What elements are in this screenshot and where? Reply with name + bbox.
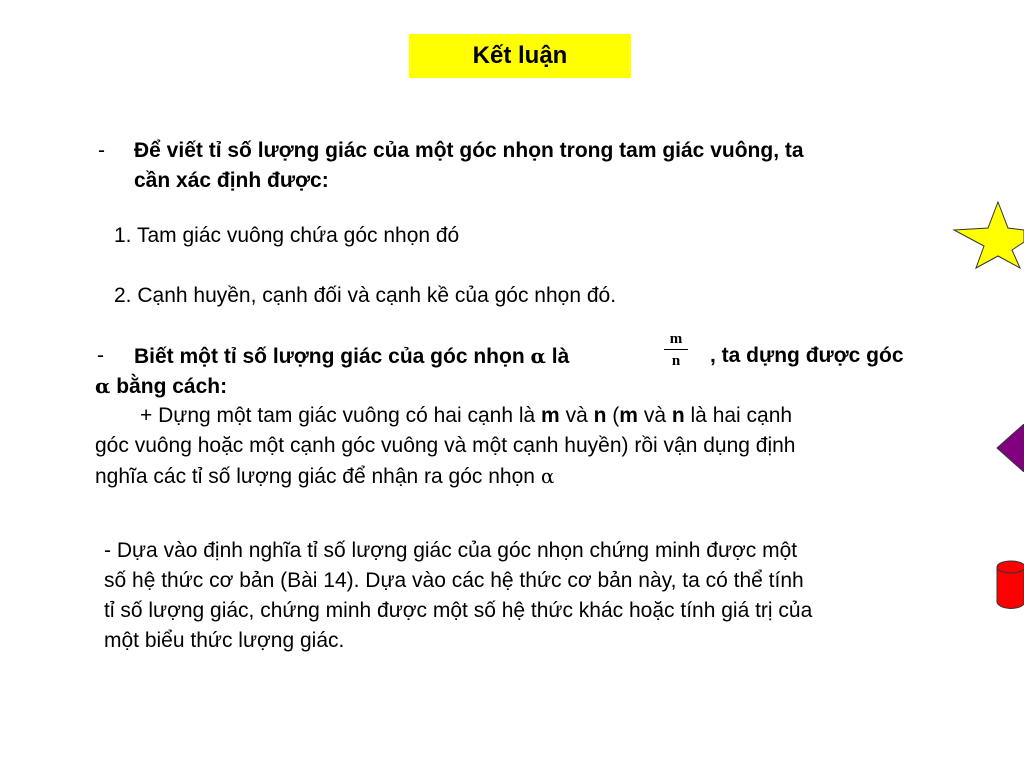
title-box [409,34,631,78]
section1-line2: cần xác định được: [134,169,329,192]
alpha-symbol-2: α [95,374,111,398]
alpha-symbol-3: α [540,464,555,488]
section3-line2: số hệ thức cơ bản (Bài 14). Dựa vào các hệ thức cơ bản này, ta có thể tính [104,569,804,592]
fraction-numerator: m [664,330,688,350]
section2-line2: α bằng cách: [95,374,228,398]
section3-line1: - Dựa vào định nghĩa tỉ số lượng giác của góc nhọn chứng minh được một [104,539,798,562]
page-title: Kết luận [472,42,568,69]
section3-line3: tỉ số lượng giác, chứng minh được một số hệ thức khác hoặc tính giá trị của [104,599,813,622]
section3-line4: một biểu thức lượng giác. [104,629,345,652]
list-item-2: 2. Cạnh huyền, cạnh đối và cạnh kề của góc nhọn đó. [114,284,617,307]
alpha-symbol: α [530,344,546,368]
bullet-dash-1: - [98,139,105,162]
cylinder-icon [996,560,1024,610]
section2-line1-end: , ta dựng được góc [710,344,904,367]
star-icon [950,198,1024,270]
fraction-m-over-n [664,330,688,370]
section1-line1: Để viết tỉ số lượng giác của một góc nhọn trong tam giác vuông, ta [134,139,804,162]
fraction-denominator: n [671,353,681,369]
bullet-dash-2: - [97,344,104,367]
section2-line3: + Dựng một tam giác vuông có hai cạnh là m và n (m và n là hai cạnh [140,404,793,427]
diamond-icon [995,424,1024,472]
section2-line5: nghĩa các tỉ số lượng giác để nhận ra góc nhọn α [95,464,555,488]
section2-line1: Biết một tỉ số lượng giác của góc nhọn α là [134,344,570,368]
list-item-1: 1. Tam giác vuông chứa góc nhọn đó [114,224,460,247]
section2-line4: góc vuông hoặc một cạnh góc vuông và một cạnh huyền) rồi vận dụng định [95,434,796,457]
